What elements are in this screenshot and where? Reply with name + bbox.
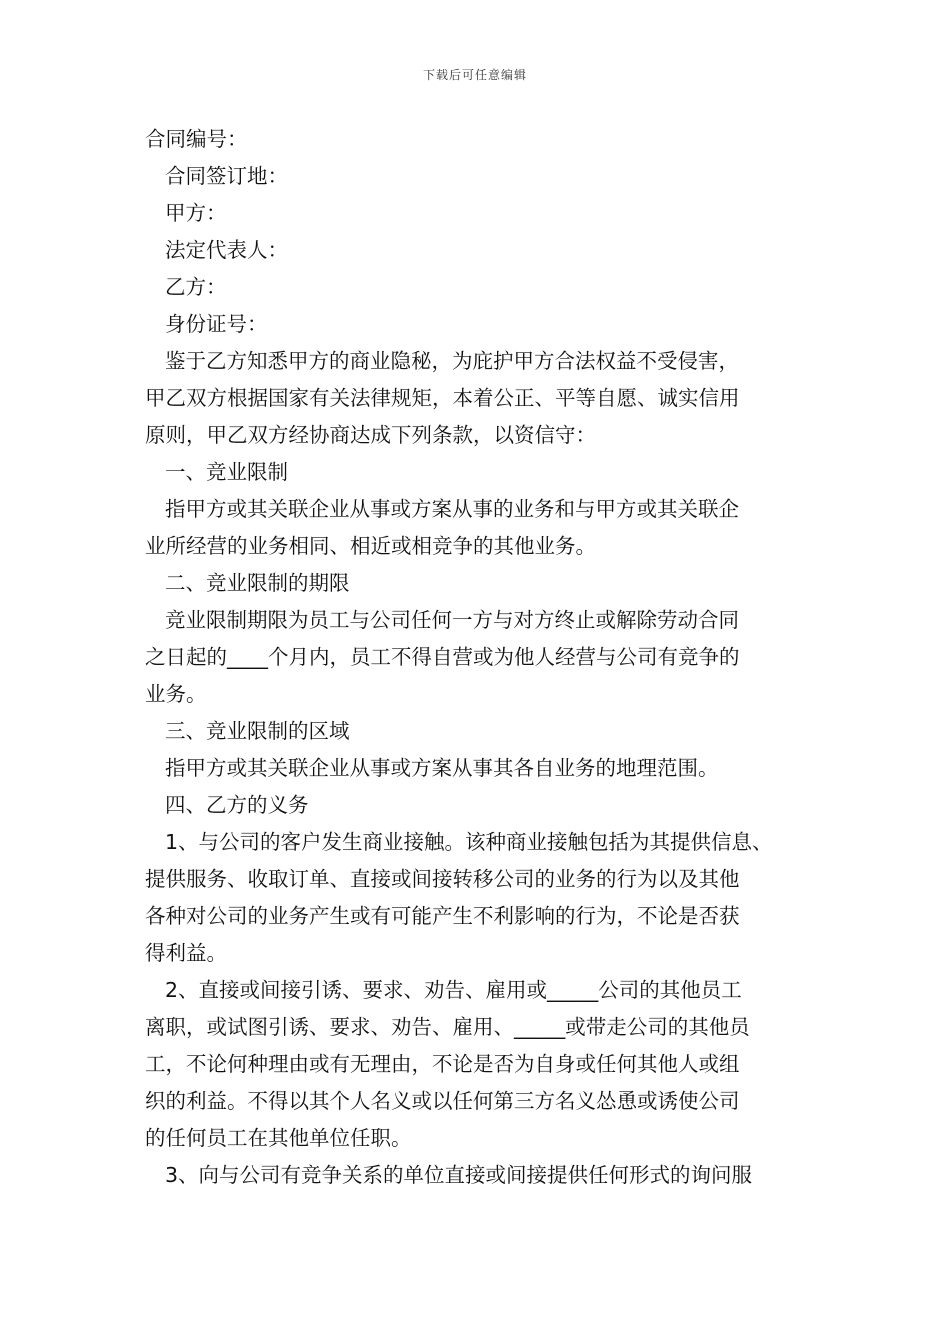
preamble-line: 甲乙双方根据国家有关法律规矩，本着公正、平等自愿、诚实信用 (145, 386, 740, 410)
body-line: 业所经营的业务相同、相近或相竞争的其他业务。 (145, 534, 596, 558)
party-b-line: 乙方： (165, 275, 227, 299)
page-header-note: 下载后可任意编辑 (422, 68, 527, 82)
body-line: 离职，或试图引诱、要求、劝告、雇用、_____或带走公司的其他员 (145, 1015, 750, 1039)
preamble-line: 原则，甲乙双方经协商达成下列条款，以资信守： (145, 423, 596, 447)
id-number-line: 身份证号： (165, 312, 268, 336)
body-line: 指甲方或其关联企业从事或方案从事其各自业务的地理范围。 (165, 756, 719, 780)
legal-representative-line: 法定代表人： (165, 238, 288, 262)
body-line: 织的利益。不得以其个人名义或以任何第三方名义怂恿或诱使公司 (145, 1089, 740, 1113)
body-line: 业务。 (145, 682, 207, 706)
section-heading: 三、竞业限制的区域 (165, 719, 350, 743)
body-line: 之日起的____个月内，员工不得自营或为他人经营与公司有竞争的 (145, 645, 740, 669)
body-line: 各种对公司的业务产生或有可能产生不利影响的行为，不论是否获 (145, 904, 740, 928)
contract-body (145, 121, 810, 1194)
body-line: 提供服务、收取订单、直接或间接转移公司的业务的行为以及其他 (145, 867, 740, 891)
body-line: 2、直接或间接引诱、要求、劝告、雇用或_____公司的其他员工 (165, 978, 742, 1002)
body-line: 竞业限制期限为员工与公司任何一方与对方终止或解除劳动合同 (165, 608, 739, 632)
section-heading: 二、竞业限制的期限 (165, 571, 350, 595)
body-line: 3、向与公司有竞争关系的单位直接或间接提供任何形式的询问服 (165, 1163, 753, 1187)
party-a-line: 甲方： (165, 201, 227, 225)
body-line: 1、与公司的客户发生商业接触。该种商业接触包括为其提供信息、 (165, 830, 773, 854)
contract-number-line: 合同编号： (145, 127, 248, 151)
signing-place-line: 合同签订地： (165, 164, 288, 188)
body-line: 指甲方或其关联企业从事或方案从事的业务和与甲方或其关联企 (165, 497, 739, 521)
body-line: 工，不论何种理由或有无理由，不论是否为自身或任何其他人或组 (145, 1052, 740, 1076)
preamble-line: 鉴于乙方知悉甲方的商业隐秘，为庇护甲方合法权益不受侵害， (165, 349, 739, 373)
section-heading: 四、乙方的义务 (165, 793, 309, 817)
body-line: 得利益。 (145, 941, 227, 965)
section-heading: 一、竞业限制 (165, 460, 288, 484)
body-line: 的任何员工在其他单位任职。 (145, 1126, 412, 1150)
